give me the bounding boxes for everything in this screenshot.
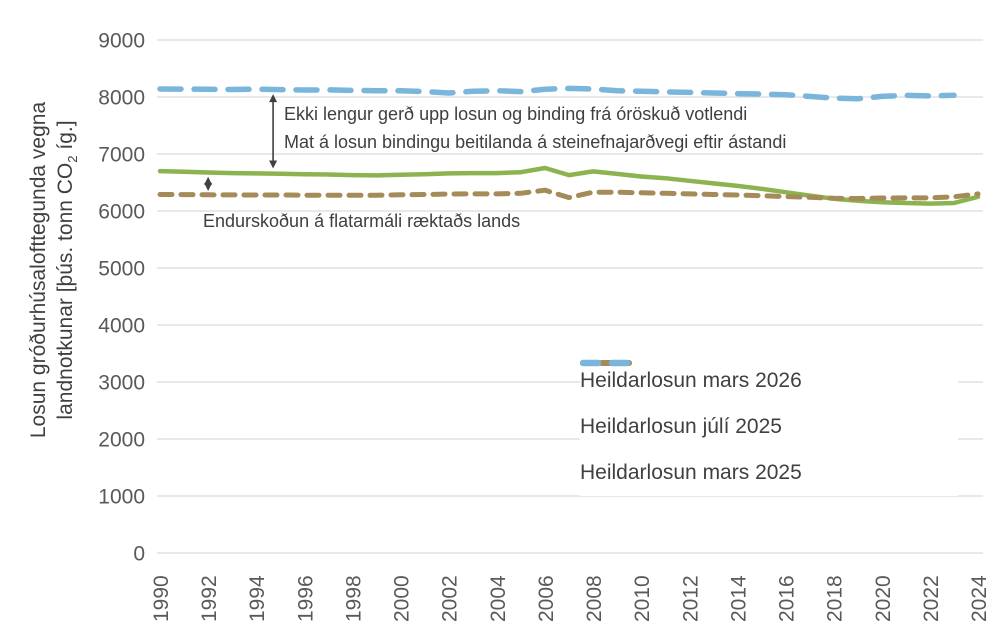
svg-text:4000: 4000 bbox=[98, 314, 145, 338]
svg-text:8000: 8000 bbox=[98, 86, 145, 110]
svg-text:2006: 2006 bbox=[535, 575, 558, 622]
svg-text:1996: 1996 bbox=[294, 575, 318, 622]
svg-text:2000: 2000 bbox=[390, 575, 414, 622]
svg-text:2002: 2002 bbox=[438, 575, 462, 622]
annotation-votlendi: Ekki lengur gerð upp losun og binding frá óröskuð votlendi bbox=[284, 104, 748, 124]
annotation-beitilanda: Mat á losun bindingu beitilanda á steinefnajarðvegi eftir ástandi bbox=[284, 132, 787, 152]
svg-text:1992: 1992 bbox=[198, 575, 222, 622]
legend-marker-blue-dashed bbox=[580, 358, 632, 368]
y-axis-label-line2 bbox=[52, 0, 86, 550]
annotation-arrow bbox=[269, 94, 277, 168]
y-axis-label-line2-post: íg.] bbox=[54, 120, 77, 156]
y-axis-label bbox=[25, 0, 79, 550]
svg-text:2004: 2004 bbox=[486, 575, 510, 622]
svg-text:1998: 1998 bbox=[342, 575, 366, 622]
svg-text:2016: 2016 bbox=[775, 575, 799, 622]
svg-text:2018: 2018 bbox=[823, 575, 847, 622]
svg-text:2010: 2010 bbox=[631, 575, 655, 622]
annotation-arrow bbox=[204, 177, 212, 191]
annotation-raektads-lands: Endurskoðun á flatarmáli ræktaðs lands bbox=[203, 211, 521, 231]
svg-text:2000: 2000 bbox=[98, 428, 145, 452]
svg-text:6000: 6000 bbox=[98, 200, 145, 224]
svg-text:2008: 2008 bbox=[583, 575, 607, 622]
svg-text:2024: 2024 bbox=[968, 575, 991, 622]
y-axis-label-line1: Losun gróðurhúsalofttegunda vegna bbox=[27, 101, 50, 439]
svg-text:7000: 7000 bbox=[98, 143, 145, 167]
svg-text:1000: 1000 bbox=[98, 485, 145, 509]
svg-text:0: 0 bbox=[133, 542, 145, 566]
y-tick-labels bbox=[98, 30, 145, 566]
svg-text:2022: 2022 bbox=[919, 575, 943, 622]
legend-item-juli-2025 bbox=[580, 404, 958, 450]
legend-item-mars-2025 bbox=[580, 450, 958, 496]
x-tick-labels bbox=[150, 575, 991, 622]
legend-item-mars-2026 bbox=[580, 358, 958, 404]
series-line-1 bbox=[160, 190, 978, 198]
y-axis-label-line2-pre: landnotkunar [þús. tonn CO bbox=[54, 162, 77, 420]
svg-text:5000: 5000 bbox=[98, 257, 145, 281]
legend-label-juli-2025: Heildarlosun júlí 2025 bbox=[580, 415, 782, 438]
legend-label-mars-2026: Heildarlosun mars 2026 bbox=[580, 369, 802, 392]
svg-text:1994: 1994 bbox=[246, 575, 270, 622]
legend bbox=[580, 358, 958, 496]
svg-text:9000: 9000 bbox=[98, 29, 145, 53]
svg-text:2014: 2014 bbox=[727, 575, 751, 622]
svg-text:2020: 2020 bbox=[871, 575, 895, 622]
svg-text:1990: 1990 bbox=[150, 575, 173, 622]
y-axis-label-subscript: 2 bbox=[65, 155, 81, 163]
legend-label-mars-2025: Heildarlosun mars 2025 bbox=[580, 461, 802, 484]
svg-text:3000: 3000 bbox=[98, 371, 145, 395]
svg-text:2012: 2012 bbox=[679, 575, 703, 622]
